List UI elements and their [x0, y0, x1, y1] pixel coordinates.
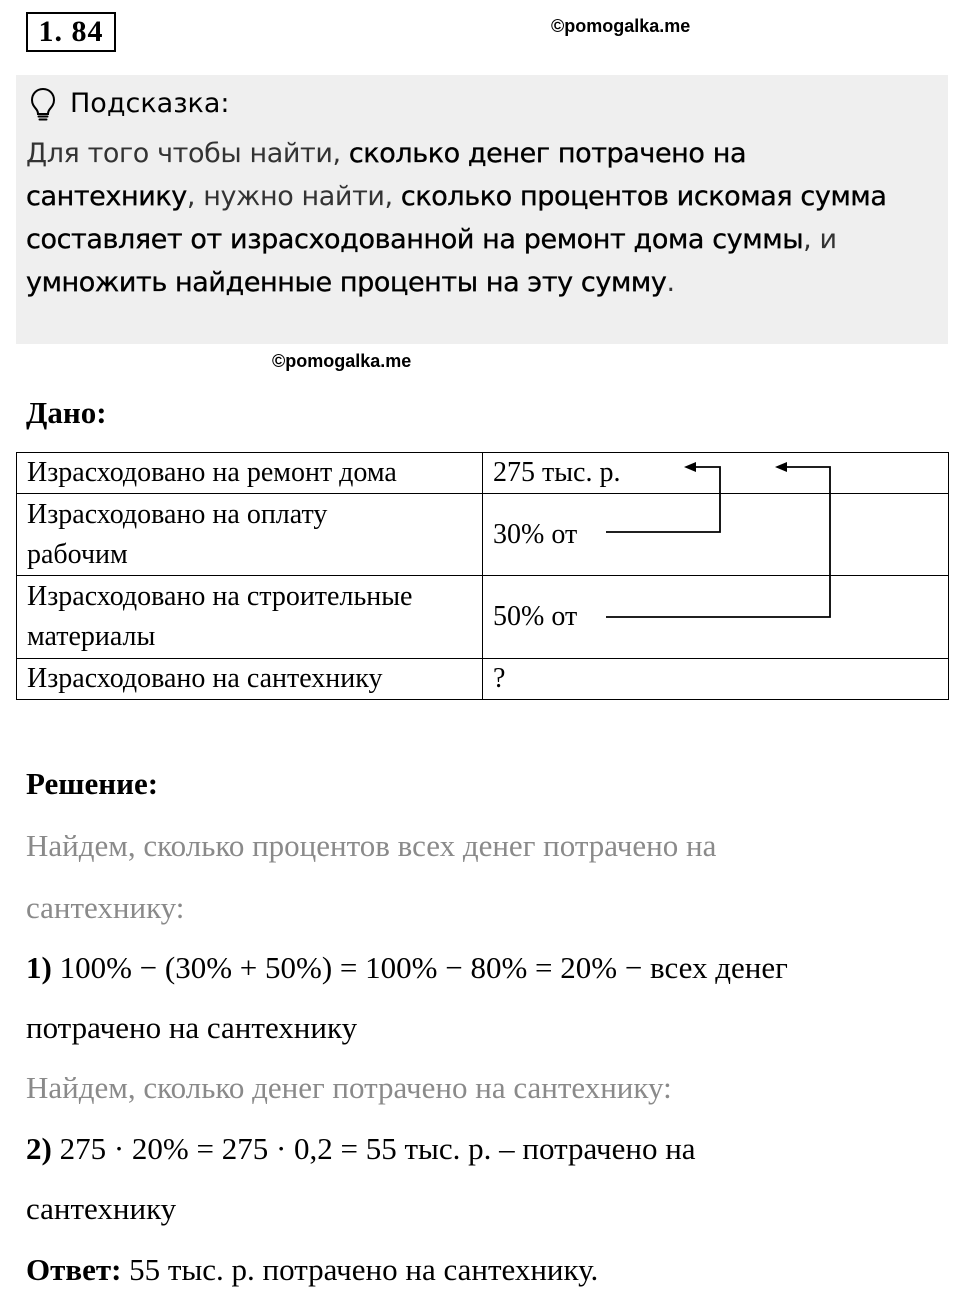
step-number: 1) [26, 950, 52, 985]
problem-number: 1. 84 [26, 12, 116, 52]
given-table [16, 452, 949, 700]
table-row [17, 659, 949, 700]
solution-step-2-cont: сантехнику [26, 1191, 177, 1226]
solution-step-2 [26, 1129, 696, 1169]
solution-intro-1: Найдем, сколько процентов всех денег потрачено на [26, 828, 717, 863]
given-label: Израсходовано на сантехнику [17, 659, 483, 700]
given-label: Израсходовано на ремонт дома [17, 453, 483, 494]
solution-heading: Решение: [26, 766, 159, 801]
answer-label: Ответ: [26, 1252, 122, 1287]
hint-line [26, 132, 941, 175]
hint-line [26, 175, 941, 218]
watermark: ©pomogalka.me [551, 16, 691, 36]
given-label [17, 494, 483, 576]
hint-title [30, 84, 230, 124]
given-label-line: материалы [27, 621, 156, 652]
hint-emphasis: составляет от израсходованной на ремонт дома суммы [26, 224, 804, 255]
answer-text: 55 тыс. р. потрачено на сантехнику. [129, 1252, 599, 1287]
given-heading: Дано: [26, 395, 107, 430]
watermark-2: ©pomogalka.me [272, 351, 412, 371]
given-label-line: Израсходовано на строительные [27, 581, 413, 612]
hint-run: Для того чтобы найти, [26, 138, 349, 169]
given-value: 50% от [483, 576, 949, 659]
given-value: ? [483, 659, 949, 700]
hint-run: . [666, 267, 675, 298]
lightbulb-icon [30, 87, 56, 123]
step-expression: 100% − (30% + 50%) = 100% − 80% = 20% − всех денег [59, 950, 788, 985]
solution-step-1 [26, 948, 788, 988]
table-row [17, 576, 949, 659]
hint-run: , нужно найти, [186, 181, 401, 212]
hint-run: , и [803, 224, 837, 255]
step-number: 2) [26, 1131, 52, 1166]
step-expression: 275 · 20% = 275 · 0,2 = 55 тыс. р. – потрачено на [59, 1131, 696, 1166]
hint-emphasis: умножить найденные проценты на эту сумму [26, 267, 667, 298]
answer [26, 1250, 598, 1290]
hint-line [26, 218, 941, 261]
hint-emphasis: сантехнику [26, 181, 187, 212]
given-value: 275 тыс. р. [483, 453, 949, 494]
given-label-line: рабочим [27, 538, 128, 570]
given-label [17, 576, 483, 659]
given-value: 30% от [483, 494, 949, 576]
hint-emphasis: сколько процентов искомая сумма [400, 181, 887, 212]
given-label-line: Израсходовано на оплату [27, 498, 328, 530]
table-row [17, 453, 949, 494]
solution-intro-2: Найдем, сколько денег потрачено на сантехнику: [26, 1070, 672, 1105]
hint-line [26, 261, 941, 304]
hint-text [26, 132, 941, 304]
table-row [17, 494, 949, 576]
hint-title-text: Подсказка: [70, 88, 230, 119]
hint-emphasis: сколько денег потрачено на [348, 138, 747, 169]
solution-intro-1-cont: сантехнику: [26, 890, 185, 925]
solution-step-1-cont: потрачено на сантехнику [26, 1010, 358, 1045]
